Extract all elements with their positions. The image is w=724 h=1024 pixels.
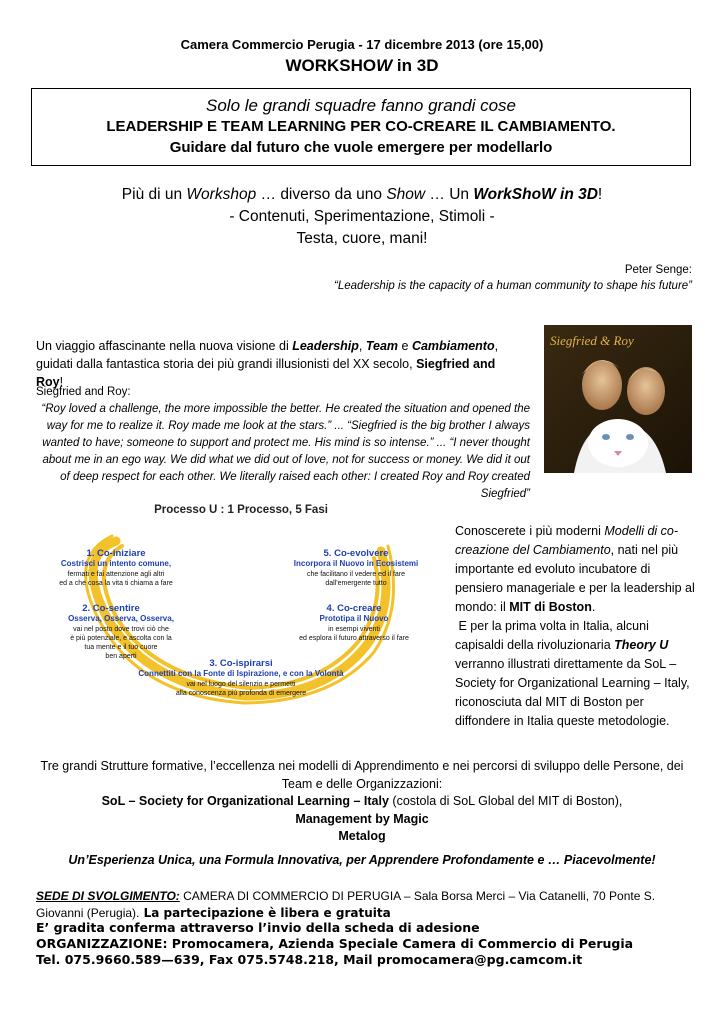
- phase3-sub2: vai nel luogo del silenzio e permetti: [186, 681, 296, 688]
- phase3-title: 3. Co-ispirarsi: [209, 658, 273, 669]
- phase2-sub4: tua mente e il tuo cuore: [84, 644, 158, 651]
- workshow-suffix: in 3D: [392, 56, 439, 75]
- phase2-sub2: vai nel posto dove trovi ciò che: [73, 626, 169, 633]
- mit-models: Modelli di co-creazione del Cambiamento: [455, 524, 679, 557]
- title-motto: Solo le grandi squadre fanno grandi cose: [206, 96, 516, 115]
- title-box: [31, 88, 691, 166]
- para-cambiamento: Cambiamento: [411, 339, 495, 353]
- phase3-sub1: Connettiti con la Fonte di Ispirazione, e con la Volontà: [138, 669, 344, 678]
- intro-text: !: [597, 186, 603, 203]
- intro-block: [0, 184, 724, 250]
- tagline: Un’Esperienza Unica, una Formula Innovativa, per Apprendere Profondamente e … Piacevolmente!: [68, 853, 656, 867]
- structures-sol-line: [30, 793, 694, 811]
- structures-block: [30, 758, 694, 846]
- phase1-sub1: Costrisci un intento comune,: [60, 559, 172, 568]
- venue-label: SEDE DI SVOLGIMENTO:: [36, 889, 180, 903]
- venue-block: [36, 888, 696, 922]
- intro-line-1: [0, 184, 724, 206]
- process-u-diagram: [36, 496, 446, 718]
- structures-intro: Tre grandi Strutture formative, l’eccellenza nei modelli di Apprendimento e nei percorsi di sviluppo delle Persone, dei Team e delle Organizzazioni:: [40, 759, 684, 791]
- phase2-sub3: è più potenziale, e ascolta con la: [70, 635, 172, 642]
- phase2-sub5: ben aperti: [105, 653, 137, 660]
- mit-text: verranno illustrati direttamente da SoL – Society for Organizational Learning – Italy, riconosciuta dal MIT di Boston per diffondere in Italia queste metodologie.: [455, 657, 690, 728]
- journey-paragraph: [36, 337, 516, 391]
- phase4-sub1: Prototipa il Nuovo: [319, 614, 389, 623]
- theory-u: Theory U: [614, 638, 669, 652]
- para-leadership: Leadership: [292, 339, 359, 353]
- mit-boston: MIT di Boston: [509, 600, 592, 614]
- workshow-prefix: WORKSHO: [285, 56, 377, 75]
- phase5-sub3: dall'emergente tutto: [325, 580, 387, 587]
- para-siegfried-roy: Siegfried and Roy: [36, 357, 496, 389]
- workshow-w: W: [376, 56, 393, 75]
- phase1-sub3: ed a che cosa la vita ti chiama a fare: [59, 580, 173, 587]
- para-text: ,: [358, 339, 366, 353]
- para-team: Team: [365, 339, 399, 353]
- phase1-title: 1. Co-iniziare: [86, 548, 146, 559]
- mit-text: Conoscerete i più moderni: [455, 524, 605, 538]
- phase4-title: 4. Co-creare: [326, 603, 382, 614]
- footer-organizer: ORGANIZZAZIONE: Promocamera, Azienda Speciale Camera di Commercio di Perugia: [36, 936, 634, 951]
- photo-logo: Siegfried & Roy: [550, 333, 634, 348]
- mit-text: .: [591, 600, 596, 614]
- phase4-sub2: in esempi viventi: [328, 626, 380, 633]
- phase5-sub1: Incorpora il Nuovo in Ecosistemi: [293, 559, 419, 568]
- senge-quote-block: [72, 262, 692, 294]
- phase3-sub3: alla conoscenza più profonda di emergere: [175, 690, 307, 697]
- sol-name: SoL – Society for Organizational Learning – Italy: [101, 794, 389, 808]
- venue-text: CAMERA DI COMMERCIO DI PERUGIA – Sala Borsa Merci – Via Catanelli, 70 Ponte S. Giovanni (Perugia).: [36, 889, 656, 920]
- para-text: !: [59, 375, 64, 389]
- venue-free: La partecipazione è libera e gratuita: [139, 906, 391, 920]
- title-subtitle: Guidare dal futuro che vuole emergere per modellarlo: [169, 139, 553, 156]
- phase2-title: 2. Co-sentire: [82, 603, 140, 614]
- footer-block: [36, 920, 696, 968]
- title-main: LEADERSHIP E TEAM LEARNING PER CO-CREARE IL CAMBIAMENTO.: [106, 118, 616, 135]
- diagram-title: Processo U : 1 Processo, 5 Fasi: [154, 504, 328, 516]
- para-text: , guidati dalla fantastica storia dei più grandi illusionisti del XX secolo,: [36, 339, 499, 371]
- phase2-sub1: Osserva, Osserva, Osserva,: [68, 614, 174, 623]
- structures-metalog: Metalog: [338, 829, 386, 843]
- intro-workshow: WorkShoW in 3D: [473, 186, 598, 203]
- event-date-line: Camera Commercio Perugia - 17 dicembre 2013 (ore 15,00): [180, 37, 544, 52]
- siegfried-roy-photo: [544, 325, 692, 473]
- para-text: Un viaggio affascinante nella nuova visione di: [36, 339, 293, 353]
- senge-author: Peter Senge:: [624, 264, 692, 276]
- phase1-sub2: fermati e fai attenzione agli altri: [67, 571, 165, 578]
- intro-text: … diverso da uno: [256, 186, 387, 203]
- siegfried-roy-quote: “Roy loved a challenge, the more impossible the better. He created the situation and opened the way for me to realize it. Roy made me look at the stars.” ... “Siegfried is the big brother I always wanted to have; someone to support and protect me. His mind is so intense.” ... “I never thought about me in an ego way. We did what we did out of love, not for success or money. We did it out of deep respect for each other. We literally raised each other: I created Roy and Roy created Siegfried”: [41, 403, 530, 500]
- workshow-title: [0, 56, 724, 76]
- phase4-sub3: ed esplora il futuro attraverso il fare: [299, 635, 409, 642]
- para-text: e: [398, 339, 412, 353]
- mit-paragraph: [455, 522, 695, 731]
- siegfried-roy-label: Siegfried and Roy:: [36, 386, 131, 398]
- structures-mbm: Management by Magic: [295, 811, 429, 826]
- senge-quote: “Leadership is the capacity of a human community to shape his future”: [334, 280, 692, 292]
- intro-text: … Un: [425, 186, 474, 203]
- intro-show: Show: [386, 186, 426, 203]
- intro-workshop: Workshop: [186, 186, 257, 203]
- phase5-title: 5. Co-evolvere: [323, 548, 389, 559]
- mit-text: E per la prima volta in Italia, alcuni capisaldi della rivoluzionaria: [455, 619, 649, 652]
- intro-line-2: - Contenuti, Sperimentazione, Stimoli -: [229, 208, 495, 225]
- intro-line-3: Testa, cuore, mani!: [296, 230, 428, 247]
- footer-confirm: E’ gradita conferma attraverso l’invio della scheda di adesione: [36, 920, 480, 935]
- sol-note: (costola di SoL Global del MIT di Boston),: [388, 794, 623, 808]
- phase5-sub2: che facilitano il vedere ed il fare: [306, 571, 406, 578]
- intro-text: Più di un: [121, 186, 187, 203]
- footer-contacts: Tel. 075.9660.589—639, Fax 075.5748.218, Mail promocamera@pg.camcom.it: [36, 952, 583, 967]
- mit-text: , nati nel più importante ed evoluto incubatore di pensiero manageriale e per la leadership al mondo: il: [455, 543, 695, 614]
